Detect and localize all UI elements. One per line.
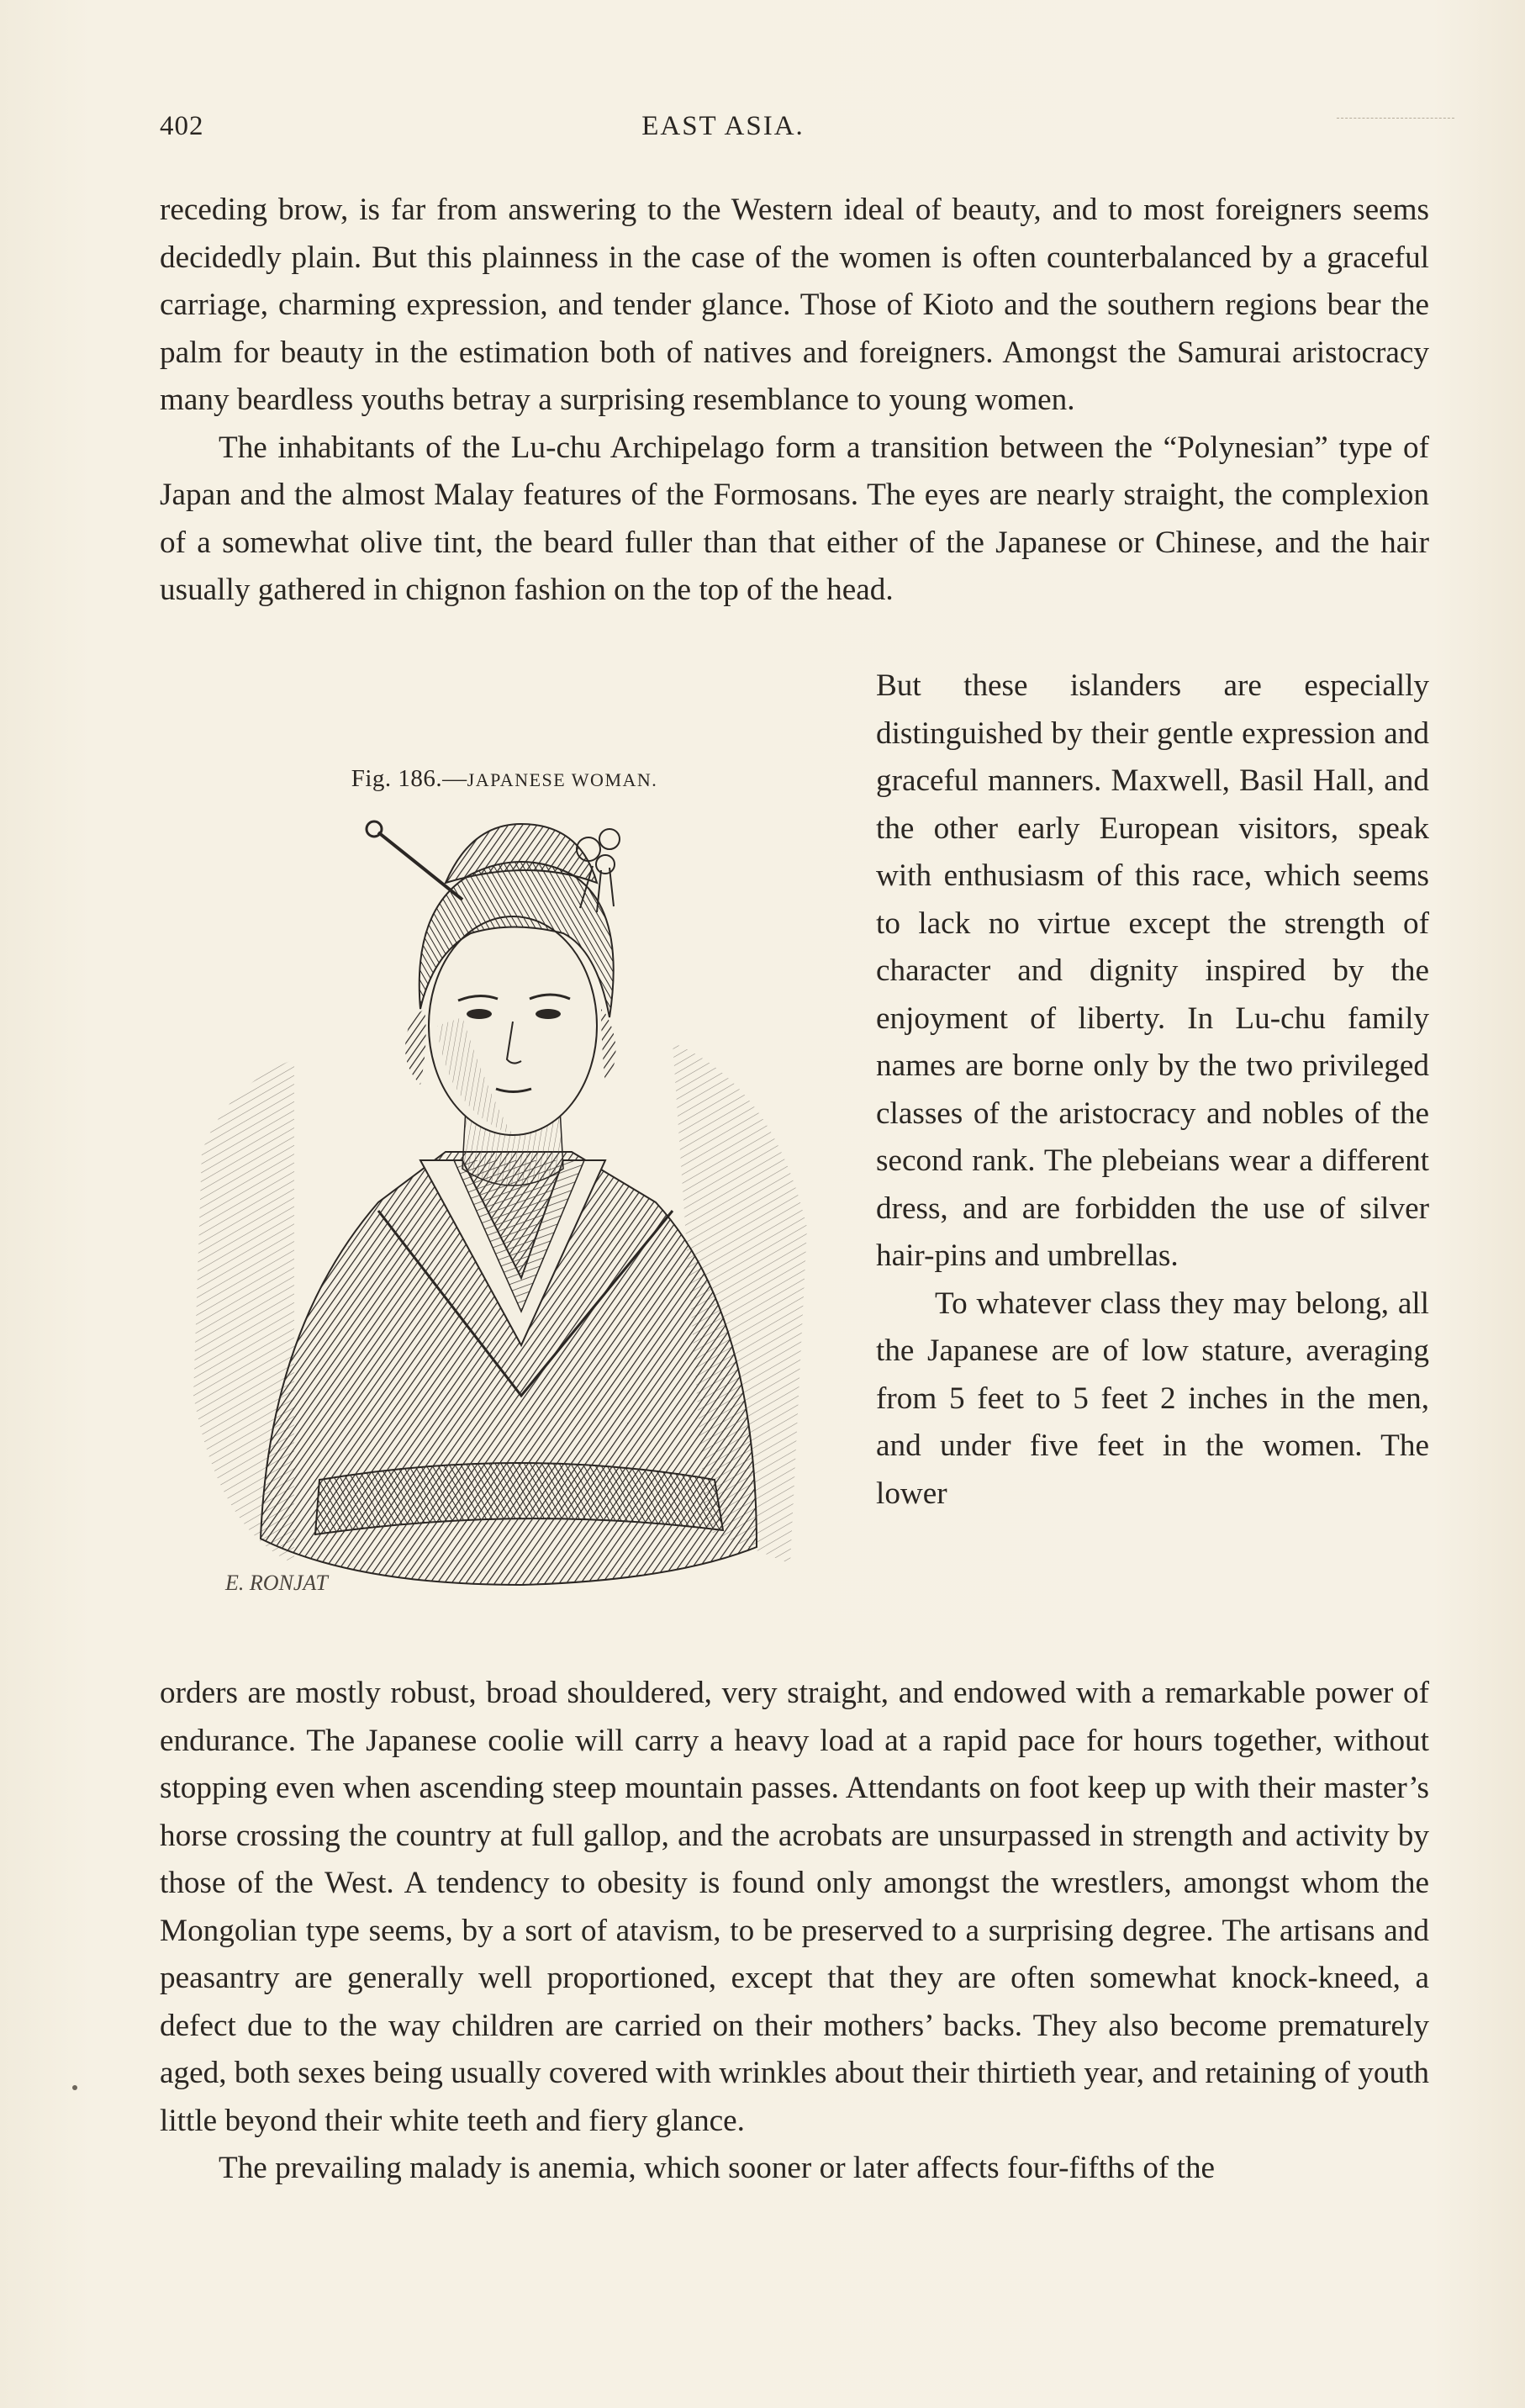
figure-label: Fig. 186.— — [351, 765, 467, 792]
paper-speck — [72, 2085, 77, 2090]
text-block-side — [876, 663, 1429, 1518]
paragraph: To whatever class they may belong, all the Japanese are of low stature, averaging from 5 feet to 5 feet 2 inches in the men, and under five feet in the women. The lower — [876, 1286, 1429, 1511]
figure-title: JAPANESE WOMAN. — [467, 769, 658, 790]
running-title: EAST ASIA. — [641, 111, 805, 141]
figure-186 — [168, 757, 841, 1640]
paragraph: The prevailing malady is anemia, which sooner or later affects four-fifths of the — [219, 2151, 1216, 2185]
text-block-top — [160, 187, 1429, 615]
paragraph: receding brow, is far from answering to the Western ideal of beauty, and to most foreigners seems decidedly plain. But this plainness in the case of the women is often counterbalanced by a graceful carriage, charming expression, and tender glance. Those of Kioto and the southern regions bear the palm for beauty in the estimation both of natives and foreigners. Amongst the Samurai aristocracy many beardless youths betray a surprising resemblance to young women. — [160, 193, 1429, 417]
paragraph: orders are mostly robust, broad shouldered, very straight, and endowed with a remarkable power of endurance. The Japanese coolie will carry a heavy load at a rapid pace for hours together, without stopping even when ascending steep mountain passes. Attendants on foot keep up with their master’s horse crossing the country at full gallop, and the acrobats are unsurpassed in strength and activity by those of the West. A tendency to obesity is found only amongst the wrestlers, amongst whom the Mongolian type seems, by a sort of atavism, to be preserved to a surprising degree. The artisans and peasantry are generally well proportioned, except that they are often somewhat knock-kneed, a defect due to the way children are carried on their mothers’ backs. They also become prematurely aged, both sexes being usually covered with wrinkles about their thirtieth year, and retaining of youth little beyond their white teeth and fiery glance. — [160, 1676, 1429, 2138]
text-block-bottom — [160, 1670, 1429, 2193]
engraved-portrait-woman-icon — [168, 807, 841, 1614]
header-rule — [1337, 118, 1454, 119]
paragraph: But these islanders are especially distinguished by their gentle expression and graceful manners. Maxwell, Basil Hall, and the other early European visitors, speak with enthusiasm of this race, which seems to lack no virtue except the strength of character and dignity inspired by the enjoyment of liberty. In Lu-chu family names are borne only by the two privileged classes of the aristocracy and nobles of the second rank. The plebeians wear a different dress, and are forbidden the use of silver hair-pins and umbrellas. — [876, 668, 1429, 1273]
page-number: 402 — [160, 111, 204, 141]
paragraph: The inhabitants of the Lu-chu Archipelago form a transition between the “Polynesian” type of Japan and the almost Malay features of the Formosans. The eyes are nearly straight, the complexion of a somewhat olive tint, the beard fuller than that either of the Japanese or Chinese, and the hair usually gathered in chignon fashion on the top of the head. — [160, 430, 1429, 607]
running-head — [160, 111, 1438, 150]
engraver-signature: E. RONJAT — [225, 1571, 328, 1595]
figure-caption — [168, 765, 841, 793]
